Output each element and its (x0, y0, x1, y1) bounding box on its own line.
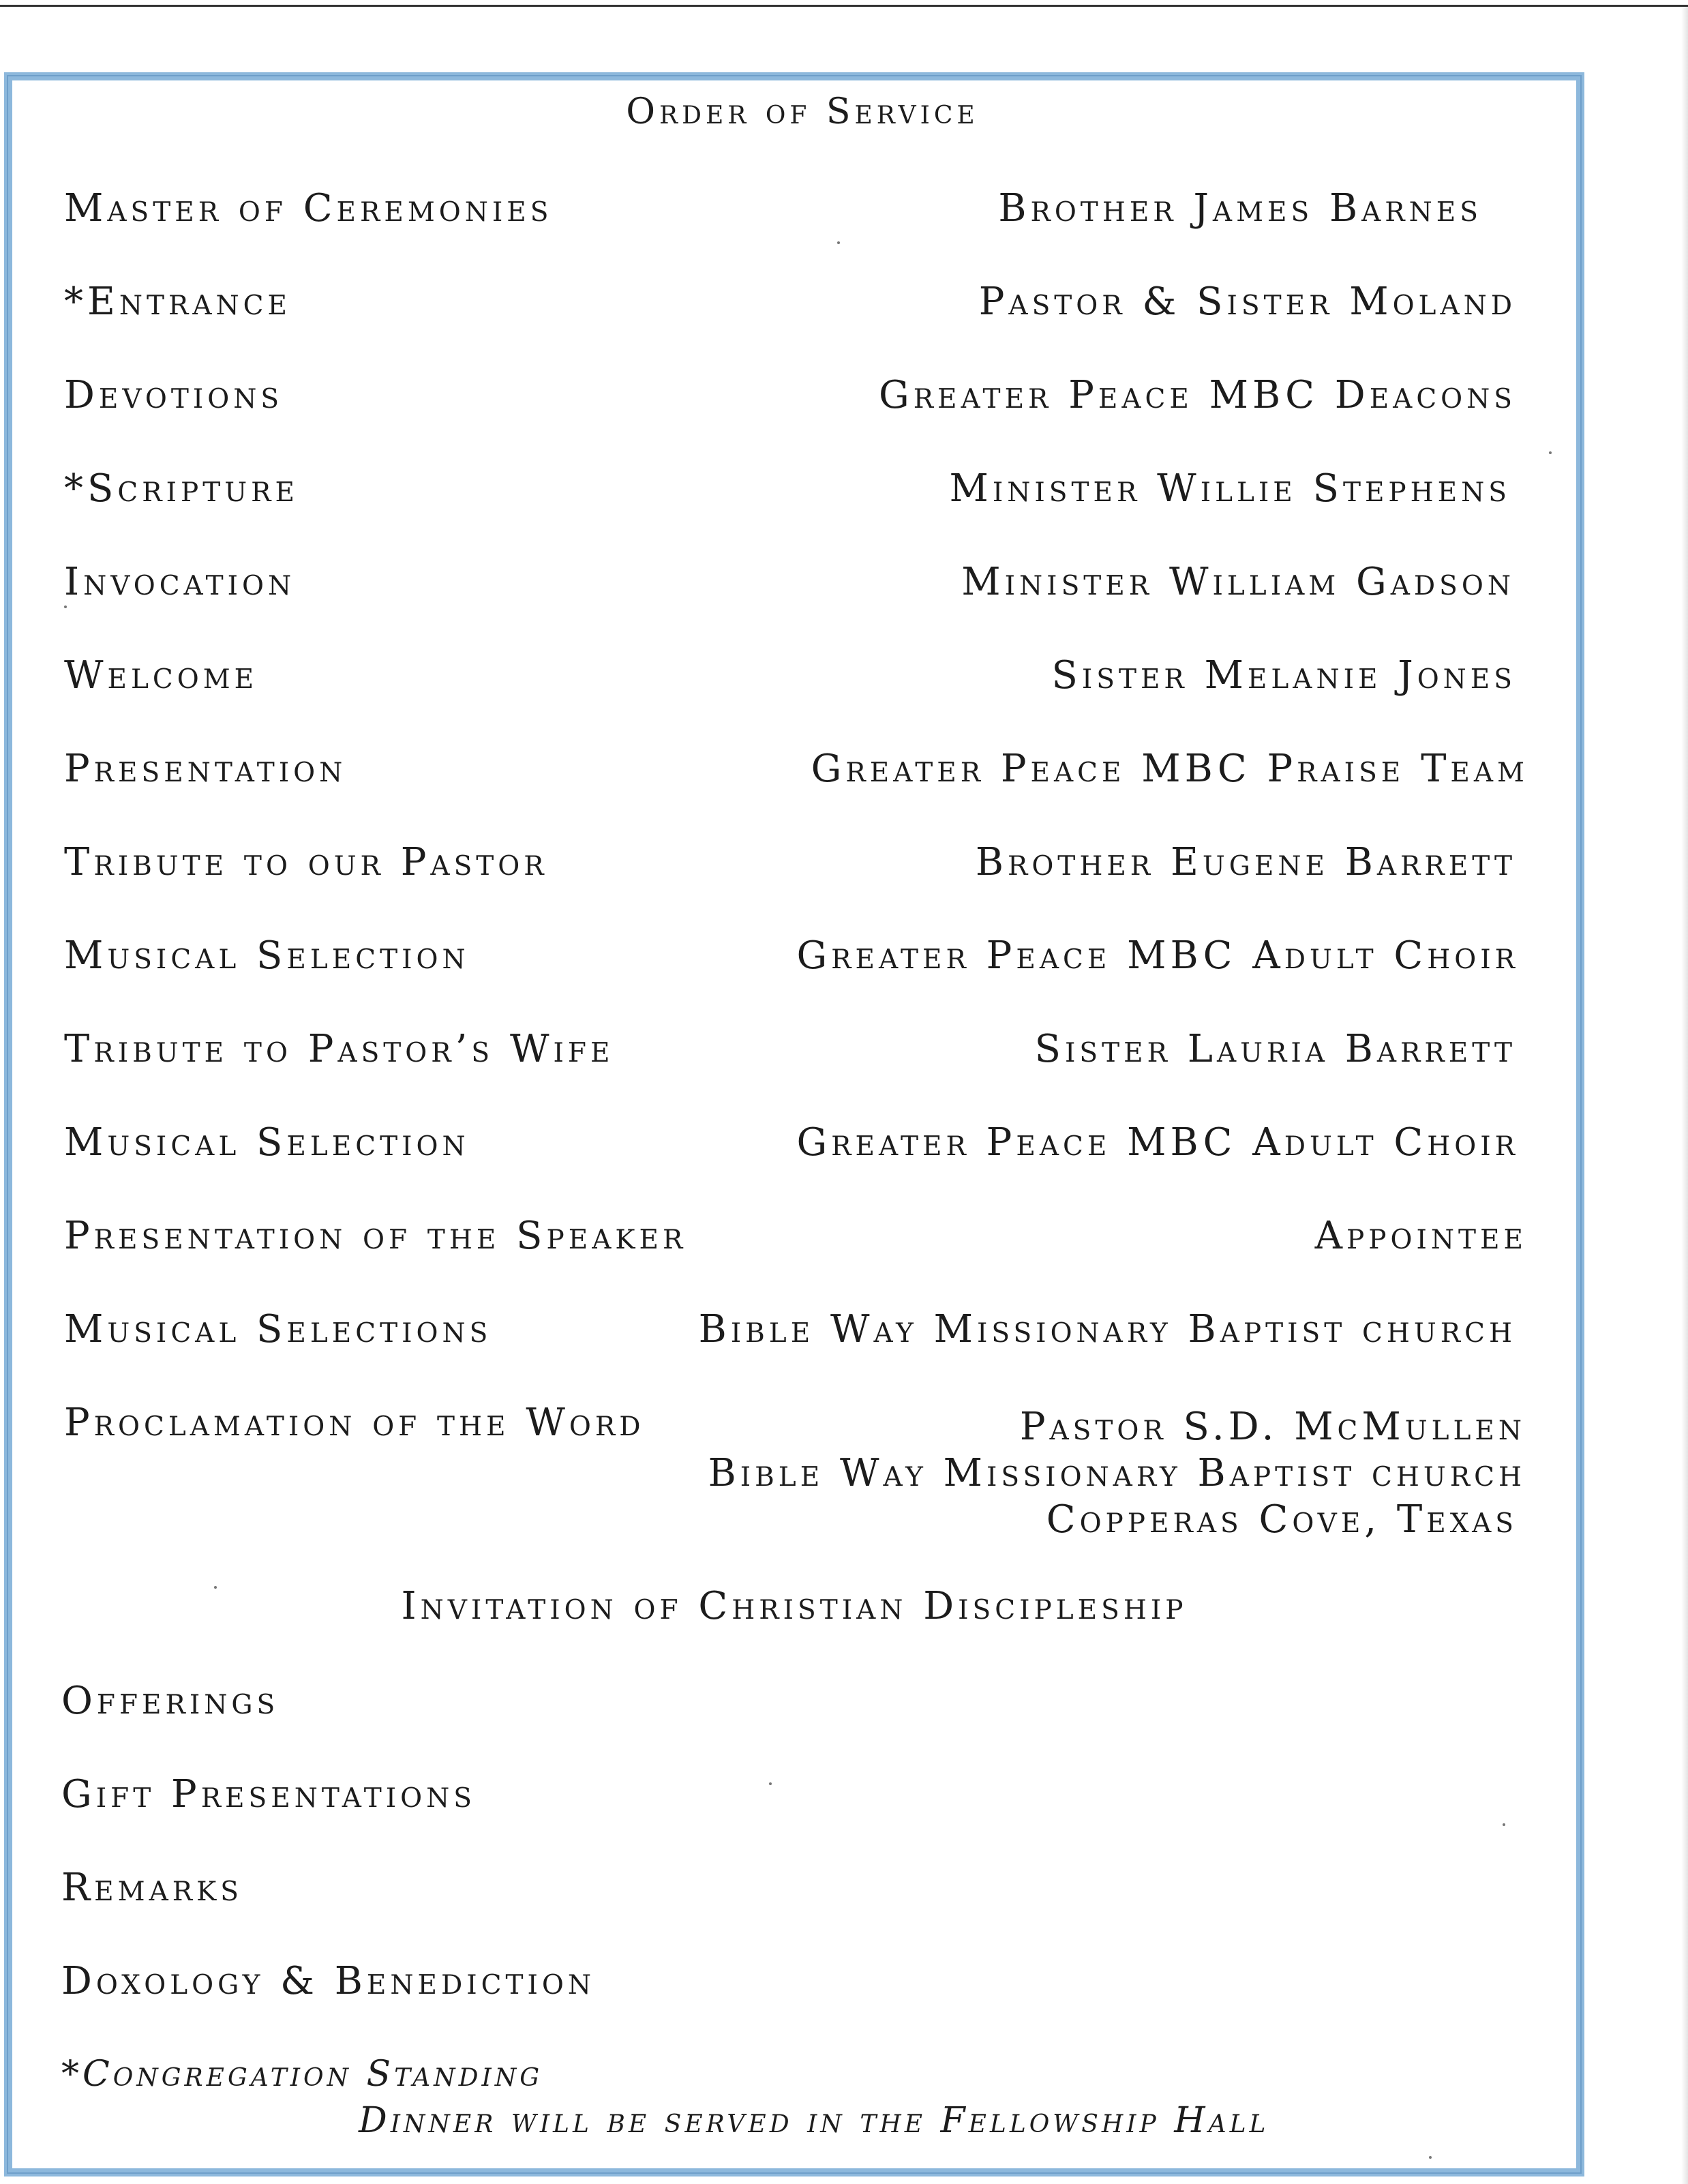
service-item-value: Greater Peace MBC Adult Choir (796, 1120, 1519, 1165)
service-item-label: *Scripture (64, 466, 299, 511)
closing-item-label: Gift Presentations (61, 1772, 476, 1816)
speaker-name: Pastor S.D. McMullen (1019, 1405, 1526, 1449)
service-item-value: Minister Willie Stephens (949, 466, 1511, 511)
closing-row (12, 1959, 1576, 2010)
service-item-value: Brother James Barnes (998, 186, 1482, 230)
service-item-value: Greater Peace MBC Deacons (878, 373, 1516, 417)
proclamation-label: Proclamation of the Word (64, 1401, 645, 1445)
paper-speck (1429, 2156, 1432, 2159)
service-item-label: Musical Selections (64, 1307, 492, 1351)
service-item-label: Master of Ceremonies (64, 186, 553, 230)
program-frame (4, 72, 1584, 2176)
service-row (12, 933, 1576, 985)
closing-item-label: Doxology & Benediction (61, 1959, 596, 2003)
service-item-label: Welcome (64, 653, 258, 698)
page-title: Order of Service (626, 91, 979, 132)
service-item-label: Devotions (64, 373, 284, 417)
service-item-value: Pastor & Sister Moland (978, 280, 1516, 324)
service-row (12, 1214, 1576, 1265)
closing-row (12, 1866, 1576, 1917)
service-item-value: Greater Peace MBC Adult Choir (796, 933, 1519, 978)
service-item-value: Greater Peace MBC Praise Team (811, 747, 1528, 791)
service-item-label: Presentation (64, 747, 347, 791)
service-row (12, 653, 1576, 704)
paper-speck (64, 605, 67, 608)
service-item-value: Bible Way Missionary Baptist church (698, 1307, 1516, 1351)
service-row (12, 560, 1576, 611)
service-item-label: Presentation of the Speaker (64, 1214, 687, 1258)
service-item-value: Sister Melanie Jones (1051, 653, 1516, 698)
page-right-edge (1681, 7, 1688, 2184)
service-row (12, 840, 1576, 891)
page-top-edge (0, 0, 1688, 7)
dinner-note: Dinner will be served in the Fellowship Hall (359, 2100, 1269, 2141)
speaker-church: Bible Way Missionary Baptist church (708, 1451, 1526, 1495)
paper-speck (769, 1782, 772, 1785)
invitation-heading: Invitation of Christian Discipleship (401, 1584, 1188, 1628)
service-row (12, 1027, 1576, 1078)
service-row (12, 280, 1576, 331)
closing-row (12, 1679, 1576, 1730)
speaker-location: Copperas Cove, Texas (1046, 1497, 1518, 1542)
service-row (12, 747, 1576, 798)
service-item-label: Musical Selection (64, 1120, 470, 1165)
service-row (12, 1307, 1576, 1358)
service-item-label: Tribute to Pastor’s Wife (64, 1027, 614, 1071)
service-row (12, 1120, 1576, 1171)
service-item-label: *Entrance (64, 280, 291, 324)
proclamation-row (12, 1401, 1576, 1554)
paper-speck (214, 1586, 217, 1589)
service-item-label: Tribute to our Pastor (64, 840, 548, 884)
service-item-label: Musical Selection (64, 933, 470, 978)
paper-speck (1503, 1823, 1505, 1826)
service-row (12, 186, 1576, 237)
paper-speck (1549, 451, 1552, 454)
closing-row (12, 1772, 1576, 1823)
service-row (12, 466, 1576, 518)
service-item-label: Invocation (64, 560, 296, 604)
service-item-value: Appointee (1314, 1214, 1527, 1258)
service-row (12, 373, 1576, 424)
closing-item-label: Offerings (61, 1679, 280, 1723)
standing-note: *Congregation Standing (61, 2054, 543, 2095)
paper-speck (837, 241, 840, 244)
service-item-value: Brother Eugene Barrett (975, 840, 1516, 884)
service-item-value: Sister Lauria Barrett (1034, 1027, 1516, 1071)
closing-item-label: Remarks (61, 1866, 243, 1910)
service-item-value: Minister William Gadson (961, 560, 1515, 604)
proclamation-details (708, 1404, 1526, 1543)
